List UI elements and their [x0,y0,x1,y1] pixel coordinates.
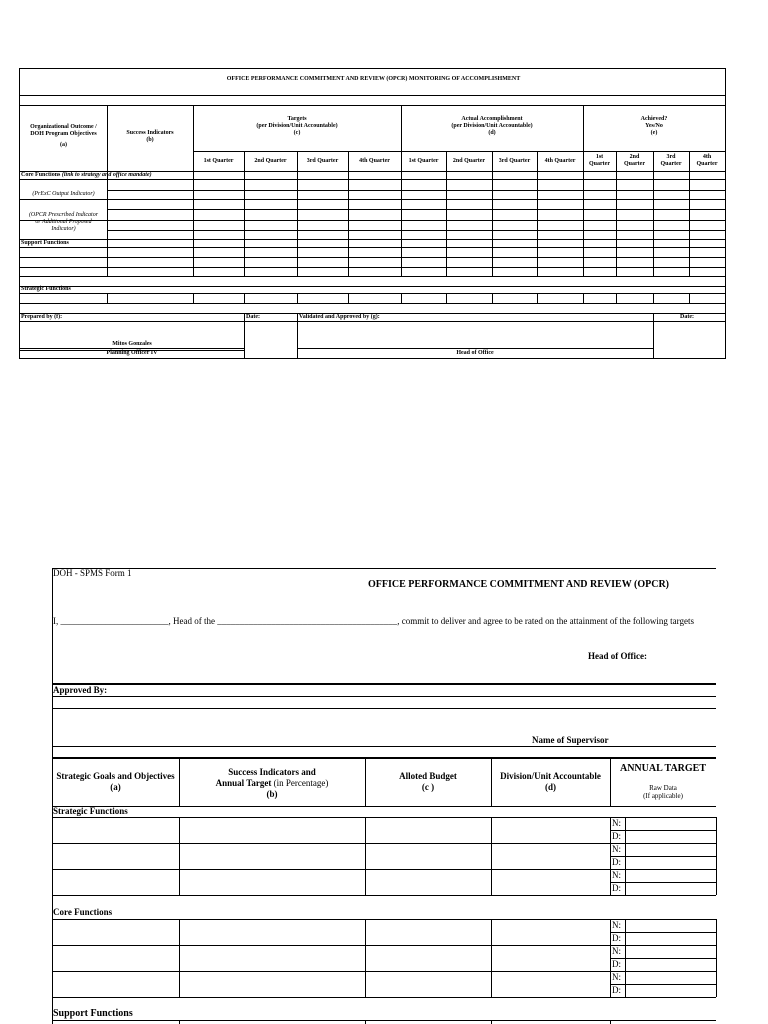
actual-q2: 2nd Quarter [452,158,486,164]
achieved-q1: 1st Quarter [589,154,610,167]
n-label: N: [612,844,621,854]
d-label: D: [612,959,621,969]
core-functions-label: Core Functions (link to strategy and office mandate) [21,172,152,178]
header-org-outcome: Organizational Outcome / DOH Program Objectives (a) [30,124,97,148]
header-division: Division/Unit Accountable (d) [500,771,601,792]
header-achieved: Achieved? Yes/No (e) [640,116,668,136]
d-label: D: [612,985,621,995]
n-label: N: [612,870,621,880]
target-q3: 3rd Quarter [306,158,339,164]
actual-q1: 1st Quarter [408,158,439,164]
section-support-functions: Support Functions [53,1008,133,1019]
prepared-by-label: Prepared by (f): [21,314,63,320]
n-label: N: [612,946,621,956]
actual-q4: 4th Quarter [544,158,576,164]
header-targets: Targets (per Division/Unit Accountable) (c) [256,116,338,136]
preparer-name: Mitos Gonzales [112,341,152,347]
head-of-office-label: Head of Office [456,350,494,356]
header-annual-target: ANNUAL TARGET [619,763,707,774]
target-q2: 2nd Quarter [254,158,287,164]
achieved-q2: 2nd Quarter [624,154,645,167]
approved-by-label: Approved By: [53,685,108,695]
header-annual-raw: Raw Data (If applicable) [643,784,683,800]
section-core-functions: Core Functions [53,907,113,917]
validated-by-label: Validated and Approved by (g): [299,314,380,320]
section-strategic-functions: Strategic Functions [53,806,128,816]
achieved-q4: 4th Quarter [696,154,718,167]
head-of-office-label: Head of Office: [588,651,647,661]
n-label: N: [612,920,621,930]
n-label: N: [612,818,621,828]
header-alloted-budget: Alloted Budget (c ) [399,771,457,792]
d-label: D: [612,883,621,893]
strategic-functions-label: Strategic Functions [21,286,71,292]
d-label: D: [612,933,621,943]
prexc-label: (PrExC Output Indicator) [32,191,95,197]
d-label: D: [612,857,621,867]
monitoring-title: OFFICE PERFORMANCE COMMITMENT AND REVIEW (OPCR) MONITORING OF ACCOMPLISHMENT [226,76,521,82]
support-functions-label: Support Functions [21,240,69,246]
header-strategic-goals: Strategic Goals and Objectives (a) [56,771,175,792]
form-title: OFFICE PERFORMANCE COMMITMENT AND REVIEW (OPCR) [368,579,670,590]
date-label-2: Date: [680,314,694,320]
d-label: D: [612,831,621,841]
form-id: DOH - SPMS Form 1 [53,568,132,578]
header-success-indicators: Success Indicators (b) [126,130,174,143]
name-of-supervisor: Name of Supervisor [532,735,609,745]
date-label-1: Date: [246,314,260,320]
header-success-indicators: Success Indicators and Annual Target (in Percentage) (b) [215,767,329,799]
commitment-text: I, ________________________, Head of the ________________________________________, commit to deliver and agree to be rated on the attainment of the following targets [53,616,694,626]
header-actual: Actual Accomplishment (per Division/Unit Accountable) (d) [451,116,533,136]
preparer-title: Planning Officer IV [106,350,158,356]
opcr-form [52,0,768,1024]
n-label: N: [612,972,621,982]
achieved-q3: 3rd Quarter [660,154,682,167]
target-q1: 1st Quarter [203,158,234,164]
opcr-prescribed-label: (OPCR Prescribed Indicator or Additional Proposed Indicator) [28,212,99,232]
actual-q3: 3rd Quarter [498,158,531,164]
target-q4: 4th Quarter [359,158,390,164]
